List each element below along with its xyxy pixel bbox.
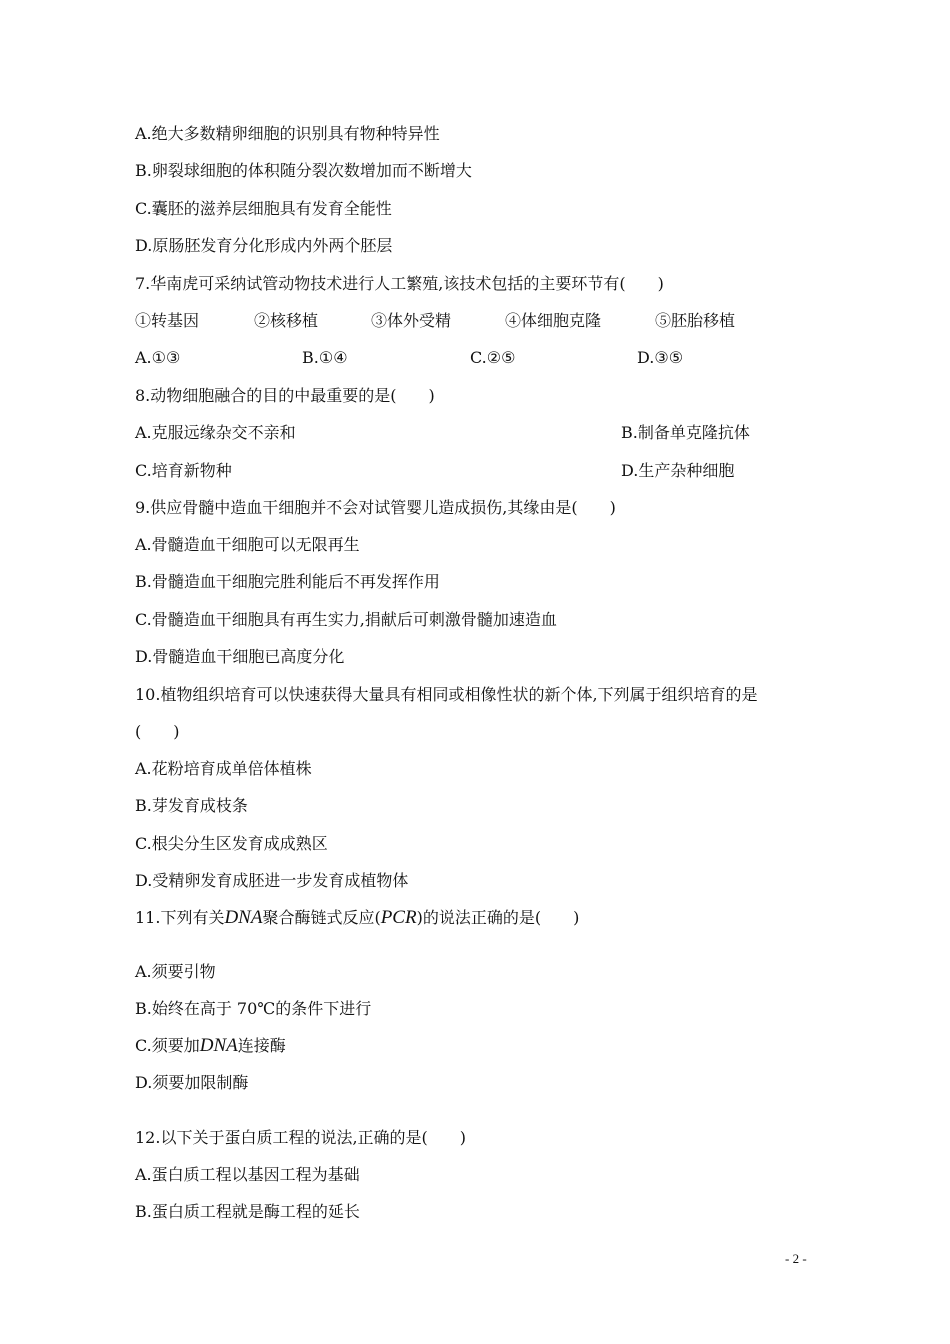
q8-option-d: D.生产杂种细胞 (621, 461, 735, 480)
q9-stem: 9.供应骨髓中造血干细胞并不会对试管婴儿造成损伤,其缘由是( ) (135, 498, 616, 517)
q7-stem: 7.华南虎可采纳试管动物技术进行人工繁殖,该技术包括的主要环节有( ) (135, 274, 664, 293)
q11-option-c-post: 连接酶 (237, 1036, 286, 1055)
q10-option-d: D.受精卵发育成胚进一步发育成植物体 (135, 871, 409, 890)
q6-option-c: C.囊胚的滋养层细胞具有发育全能性 (135, 199, 392, 218)
q8-stem: 8.动物细胞融合的目的中最重要的是( ) (135, 386, 435, 405)
q10-option-c: C.根尖分生区发育成成熟区 (135, 834, 328, 853)
q12-stem: 12.以下关于蛋白质工程的说法,正确的是( ) (135, 1128, 467, 1147)
q12-option-a: A.蛋白质工程以基因工程为基础 (135, 1165, 360, 1184)
q11-stem-pre: 11.下列有关 (135, 908, 225, 927)
q11-option-c (135, 1036, 286, 1056)
q11-option-b: B.始终在高于 70℃的条件下进行 (135, 999, 372, 1018)
q8-option-a: A.克服远缘杂交不亲和 (135, 423, 296, 442)
q7-item-4: ④体细胞克隆 (505, 311, 602, 330)
q11-option-c-dna: DNA (199, 1035, 238, 1056)
q10-stem-line1: 10.植物组织培育可以快速获得大量具有相同或相像性状的新个体,下列属于组织培育的是 (135, 685, 758, 704)
q12-option-b: B.蛋白质工程就是酶工程的延长 (135, 1202, 360, 1221)
q7-option-b: B.①④ (302, 348, 348, 367)
q11-option-c-pre: C.须要加 (135, 1036, 200, 1055)
q10-option-a: A.花粉培育成单倍体植株 (135, 759, 312, 778)
q11-option-d: D.须要加限制酶 (135, 1073, 249, 1092)
q7-item-5: ⑤胚胎移植 (655, 311, 736, 330)
q8-option-b: B.制备单克隆抗体 (621, 423, 750, 442)
q7-option-d: D.③⑤ (637, 348, 684, 367)
q7-item-3: ③体外受精 (371, 311, 452, 330)
q7-item-1: ①转基因 (135, 311, 200, 330)
q11-pcr-term: PCR (380, 907, 417, 928)
q11-option-a: A.须要引物 (135, 962, 216, 981)
q9-option-c: C.骨髓造血干细胞具有再生实力,捐献后可刺激骨髓加速造血 (135, 610, 557, 629)
q11-stem-post: )的说法正确的是( ) (416, 908, 580, 927)
q7-option-a: A.①③ (135, 348, 181, 367)
q11-stem (135, 908, 579, 928)
q9-option-d: D.骨髓造血干细胞已高度分化 (135, 647, 345, 666)
q9-option-b: B.骨髓造血干细胞完胜利能后不再发挥作用 (135, 572, 440, 591)
q6-option-d: D.原肠胚发育分化形成内外两个胚层 (135, 236, 393, 255)
q8-option-c: C.培育新物种 (135, 461, 232, 480)
q11-stem-mid: 聚合酶链式反应( (262, 908, 381, 927)
q10-stem-line2: ( ) (135, 722, 180, 741)
q7-item-2: ②核移植 (254, 311, 319, 330)
page-number: - 2 - (785, 1251, 807, 1266)
q11-dna-term: DNA (224, 907, 263, 928)
q9-option-a: A.骨髓造血干细胞可以无限再生 (135, 535, 360, 554)
q6-option-b: B.卵裂球细胞的体积随分裂次数增加而不断增大 (135, 161, 472, 180)
q6-option-a: A.绝大多数精卵细胞的识别具有物种特异性 (135, 124, 440, 143)
q10-option-b: B.芽发育成枝条 (135, 796, 248, 815)
q7-option-c: C.②⑤ (470, 348, 516, 367)
